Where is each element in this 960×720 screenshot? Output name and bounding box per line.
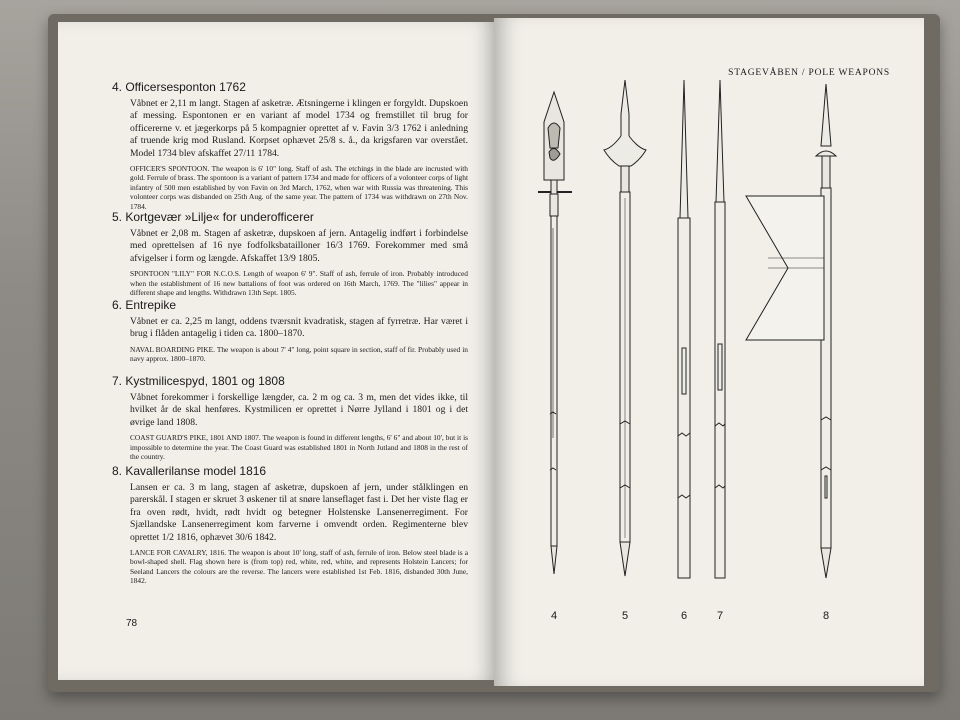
figure-label: 6 <box>680 610 688 622</box>
entry-danish-text: Våbnet er 2,08 m. Stagen af asketræ, dupskoen af jern. Antagelig indført i forbindelse med oprettelsen af 16 nye fodfolksbataillоner 16/3 1769. Forekommer med små afvigelser i form og længde. Afskaffet 13/9 1805. <box>130 228 468 264</box>
entry-danish-text: Våbnet er 2,11 m langt. Stagen af asketræ. Ætsningerne i klingen er forgyldt. Dupskoen af messing. Espontonen er en variant af model 1734 og fremstillet til brug for officererne v. et jægerkorps på 5 kompagnier oprettet af v. Favin 3/3 1762 i anledning af truende krig mod Rusland. Korpset ophævet 25/8 s. å., da krigsfaren var overstået. Model 1734 blev afskaffet 27/11 1784. <box>130 98 468 159</box>
figure-label: 7 <box>716 610 724 622</box>
figure-label: 5 <box>621 610 629 622</box>
lily-spontoon-drawing <box>604 80 646 576</box>
spontoon-drawing <box>538 92 572 574</box>
entry-title: 5. Kortgevær »Lilje« for underofficerer <box>112 210 314 224</box>
boarding-pike-drawing <box>678 80 690 578</box>
entry-title: 4. Officersesponton 1762 <box>112 80 246 94</box>
entry-4 <box>112 80 468 211</box>
entry-english-text: NAVAL BOARDING PIKE. The weapon is about 7' 4" long, point square in section, staff of fir. Probably used in navy approx. 1800–1870. <box>130 344 468 364</box>
entry-english-text: COAST GUARD'S PIKE, 1801 AND 1807. The weapon is found in different lengths, 6' 6" and about 10', but it is impossible to determine the year. The Coast Guard was established 1801 in North Jutland and 1808 in the rest of the country. <box>130 433 468 462</box>
entry-5 <box>112 210 468 297</box>
coast-guard-pike-drawing <box>715 80 725 578</box>
left-page <box>58 22 498 680</box>
entry-danish-text: Våbnet er ca. 2,25 m langt, oddens tværsnit kvadratisk, stagen af fyrretræ. Har været i brug i flåden antagelig i tiden ca. 1800–1870. <box>130 316 468 340</box>
entry-english-text: OFFICER'S SPONTOON. The weapon is 6' 10" long. Staff of ash. The etchings in the blade are incrusted with gold. Ferrule of brass. The spontoon is a variant of pattern 1734 and made for officers of a volonteer corps of light infantry of 500 men established by von Favin on 3rd March, 1762, when war with Russia was threatening. This volonteer corps was disbanded on 25th Aug. of the same year. The pattern of 1734 was withdrawn on 27th Nov. 1784. <box>130 164 468 211</box>
entry-title: 8. Kavallerilanse model 1816 <box>112 464 267 478</box>
entry-8 <box>112 464 468 586</box>
entry-6 <box>112 298 468 364</box>
entry-title: 7. Kystmilicespyd, 1801 og 1808 <box>112 374 285 388</box>
figure-label: 4 <box>550 610 558 622</box>
entry-english-text: SPONTOON "LILY" FOR N.C.O.S. Length of weapon 6' 9". Staff of ash, ferrule of iron. Probably introduced when the establishment of 16 new battalions of foot was ordered on 16th March, 1769. The "lilies" appear in different shape and lengths. Withdrawn 13th Sept. 1805. <box>130 269 468 298</box>
entry-danish-text: Lansen er ca. 3 m lang, stagen af asketræ, dupskoen af jern, under stålklingen en parerskål. I stagen er skruet 3 øskener til at snøre lanseflaget fast i. Det her viste flag er fra oven rødt, hvidt, rødt hvidt og betegner Holstenske Lansenerregiment. For Sjællandske Lansenerregiment kom farverne i omvendt orden. Regimenterne blev oprettet 1/2 1816, ophævet 30/6 1842. <box>130 482 468 543</box>
pole-weapons-illustration <box>494 18 924 686</box>
figure-label: 8 <box>822 610 830 622</box>
entry-danish-text: Våbnet forekommer i forskellige længder, ca. 2 m og ca. 3 m, men det vides ikke, til hvilket år de skal henføres. Kystmilicen er oprettet i Nørre Jylland i 1801 og i det øvrige land 1808. <box>130 392 468 428</box>
right-page <box>494 18 924 686</box>
entry-7 <box>112 374 468 461</box>
entry-english-text: LANCE FOR CAVALRY, 1816. The weapon is about 10' long, staff of ash, ferrule of iron. Below steel blade is a bowl-shaped shell. Flag shown here is (from top) red, white, red, white, and represents Holstein Lancers; for Seeland Lancers the colours are the reverse. The lancers were established 1st Feb. 1816, disbanded 30th June, 1842. <box>130 548 468 586</box>
running-header: STAGEVÅBEN / POLE WEAPONS <box>728 68 890 78</box>
page-number: 78 <box>126 618 138 629</box>
cavalry-lance-drawing <box>746 84 836 578</box>
entry-title: 6. Entrepike <box>112 298 177 312</box>
